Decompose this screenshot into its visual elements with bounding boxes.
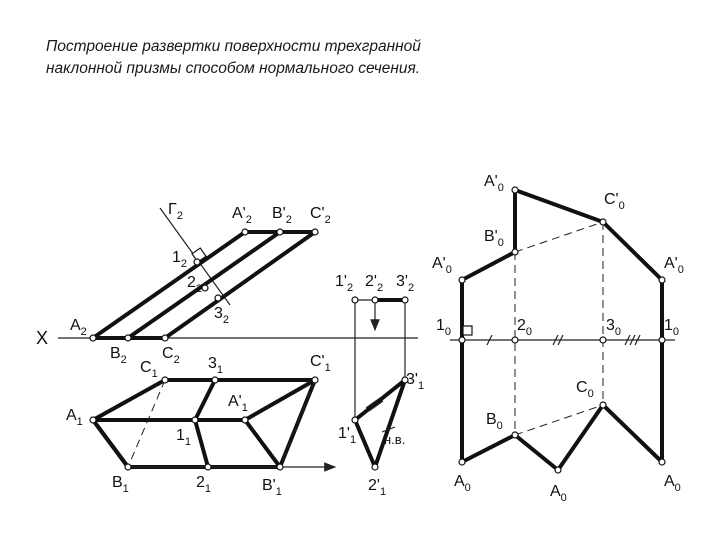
point [600, 219, 606, 225]
point [659, 337, 665, 343]
point [125, 335, 131, 341]
point [459, 459, 465, 465]
label-a-prime-0-top: $A'_0$ [484, 173, 504, 194]
label-a-2: $A_2$ [70, 317, 87, 338]
label-c-1: $C_1$ [140, 359, 158, 380]
hidden-edge-cb [128, 380, 165, 467]
label-1-0-right: $1_0$ [664, 317, 680, 338]
label-a-prime-0-left: $A'_0$ [432, 255, 452, 276]
label-a-0-left: $A_0$ [454, 473, 471, 494]
label-2-prime-2: $2'_2$ [365, 273, 384, 294]
label-a-prime-2: $A'_2$ [232, 205, 252, 226]
point [402, 297, 408, 303]
point [125, 464, 131, 470]
point [162, 377, 168, 383]
point [659, 459, 665, 465]
label-a-prime-1: $A'_1$ [228, 393, 248, 414]
point [312, 229, 318, 235]
label-a-1: $A_1$ [66, 407, 83, 428]
label-b-prime-2: $B'_2$ [272, 205, 292, 226]
point [212, 377, 218, 383]
label-2-1: $2_1$ [196, 474, 212, 495]
label-c-prime-1: $C'_1$ [310, 353, 331, 374]
top-projection [93, 380, 405, 467]
point [459, 277, 465, 283]
edge-ab-top [93, 420, 128, 467]
label-b-2: $B_2$ [110, 345, 127, 366]
point [205, 464, 211, 470]
point [600, 402, 606, 408]
point [90, 417, 96, 423]
point [242, 417, 248, 423]
point [90, 335, 96, 341]
point [352, 417, 358, 423]
label-a-prime-0-right: $A'_0$ [664, 255, 684, 276]
point [659, 277, 665, 283]
point [512, 249, 518, 255]
point [277, 229, 283, 235]
right-angle-mark-development [463, 326, 472, 335]
label-true-size: н.в. [384, 432, 406, 447]
label-3-0: $3_0$ [606, 317, 622, 338]
label-gamma-2: $\Gamma_2$ [168, 201, 183, 222]
point [277, 464, 283, 470]
edge-a1-b1-top [245, 420, 280, 467]
point [312, 377, 318, 383]
edge-a1-c1-top [245, 380, 315, 420]
label-3-2: $3_2$ [214, 305, 230, 326]
label-c-prime-0: $C'_0$ [604, 191, 625, 212]
label-b-prime-0: $B'_0$ [484, 228, 504, 249]
label-1-0-left: $1_0$ [436, 317, 452, 338]
label-a-0-right: $A_0$ [664, 473, 681, 494]
true-size-section [355, 380, 405, 467]
point [202, 285, 208, 291]
point [192, 417, 198, 423]
point [215, 295, 221, 301]
label-1-prime-1: $1'_1$ [338, 425, 357, 446]
label-c-prime-2: $C'_2$ [310, 205, 331, 226]
hidden-edge-c1b1 [280, 380, 315, 467]
label-c-2: $C_2$ [162, 345, 180, 366]
label-2-0: $2_0$ [517, 317, 533, 338]
label-3-prime-2: $3'_2$ [396, 273, 415, 294]
point [459, 337, 465, 343]
caption-line-1: Построение развертки поверхности трехгранной [46, 38, 421, 55]
point [512, 187, 518, 193]
point [512, 432, 518, 438]
point [242, 229, 248, 235]
label-3-prime-1: $3'_1$ [406, 371, 425, 392]
label-b-0: $B_0$ [486, 411, 503, 432]
point [352, 297, 358, 303]
caption-line-2: наклонной призмы способом нормального сечения. [46, 60, 421, 77]
front-projection [58, 208, 418, 420]
point [162, 335, 168, 341]
label-1-1: $1_1$ [176, 427, 192, 448]
point [555, 467, 561, 473]
point [600, 337, 606, 343]
label-2-2: $2_2$ [187, 274, 203, 295]
label-1-prime-2: $1'_2$ [335, 273, 354, 294]
top-fold-bc [515, 222, 603, 252]
label-2-prime-1: $2'_1$ [368, 477, 387, 498]
section-123-top [195, 380, 215, 467]
label-b-1: $B_1$ [112, 474, 129, 495]
label-3-1: $3_1$ [208, 355, 224, 376]
label-x-axis: X [36, 328, 49, 348]
point [194, 259, 200, 265]
point [372, 464, 378, 470]
label-a-0-mid: $A_0$ [550, 483, 567, 504]
label-b-prime-1: $B'_1$ [262, 477, 282, 498]
label-c-0: $C_0$ [576, 379, 594, 400]
point [372, 297, 378, 303]
label-1-2: $1_2$ [172, 249, 188, 270]
bottom-fold-bc [515, 405, 603, 435]
point [512, 337, 518, 343]
